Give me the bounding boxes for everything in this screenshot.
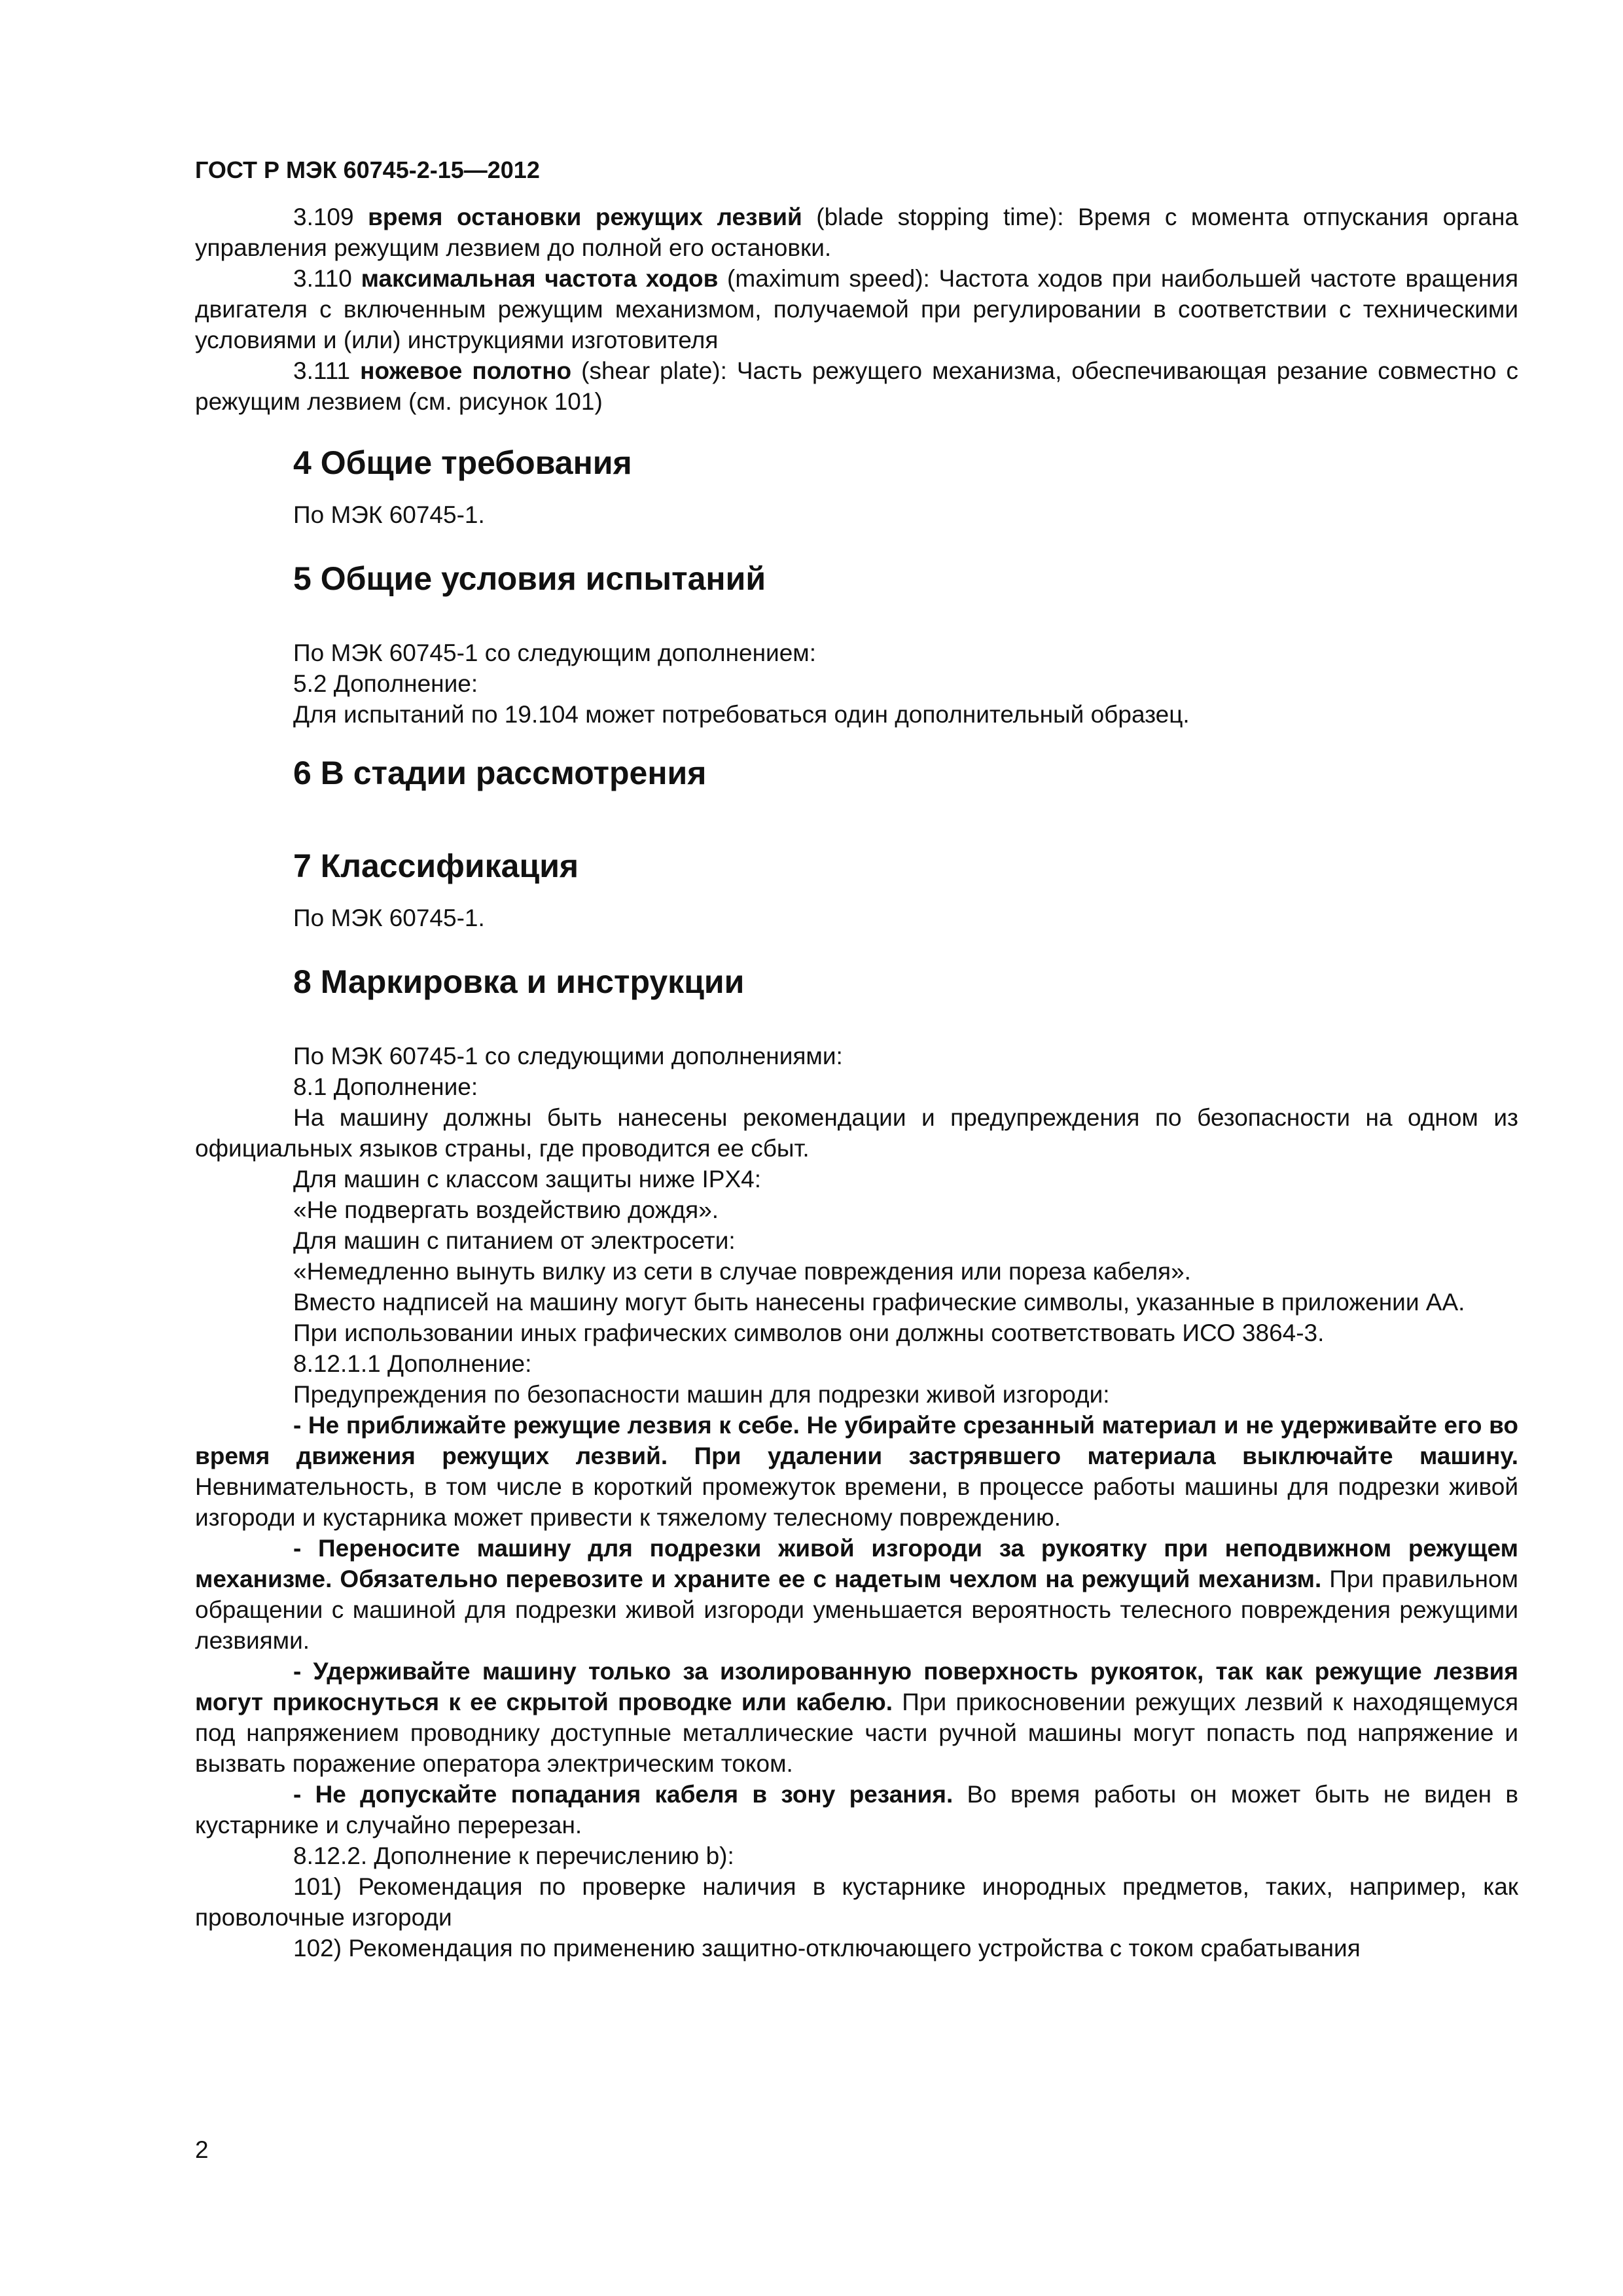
term-3-111 — [195, 355, 1518, 417]
section-5-2-label: 5.2 Дополнение: — [293, 670, 478, 697]
warning-text: При прикосновении режущих лезвий к находящемуся под напряжением проводнику доступные металлические части ручной машины могут попасть под напряжение и вызвать поражение оператора электрическим током. — [195, 1689, 1519, 1777]
section-6-heading: 6 В стадии рассмотрения — [293, 755, 707, 791]
paragraph: Предупреждения по безопасности машин для подрезки живой изгороди: — [293, 1381, 1110, 1408]
quoted-instruction: «Не подвергать воздействию дождя». — [293, 1196, 719, 1223]
section-5-heading: 5 Общие условия испытаний — [293, 560, 766, 597]
paragraph: Для машин с классом защиты ниже IPX4: — [293, 1166, 761, 1193]
page-content — [195, 202, 1518, 1964]
list-item: 102) Рекомендация по применению защитно-отключающего устройства с током срабатывания — [293, 1935, 1361, 1962]
section-7-text: По МЭК 60745-1. — [293, 905, 485, 931]
term-number: 3.110 — [293, 265, 352, 292]
term-name: максимальная частота ходов — [361, 265, 719, 292]
term-3-110 — [195, 263, 1518, 355]
paragraph: При использовании иных графических символов они должны соответствовать ИСО 3864-3. — [293, 1319, 1325, 1346]
section-4-text: По МЭК 60745-1. — [293, 501, 485, 528]
section-4-heading: 4 Общие требования — [293, 444, 632, 481]
quoted-instruction: «Немедленно вынуть вилку из сети в случае повреждения или пореза кабеля». — [293, 1258, 1191, 1285]
safety-warning — [195, 1410, 1518, 1533]
term-definition: (maximum speed): Частота ходов при наибольшей частоте вращения двигателя с включенным режущим механизмом, получаемой при регулировании в соответствии с техническими условиями и (или) инструкциями изготовителя — [195, 265, 1518, 353]
safety-warning — [195, 1656, 1518, 1779]
paragraph: На машину должны быть нанесены рекомендации и предупреждения по безопасности на одном из официальных языков страны, где проводится ее сбыт. — [195, 1104, 1518, 1162]
warning-bold-text: - Не допускайте попадания кабеля в зону резания. — [293, 1781, 954, 1808]
warning-bold-text: - Удерживайте машину только за изолированную поверхность рукояток, так как режущие лезвия могут прикоснуться к ее скрытой проводке или кабелю. — [195, 1658, 1518, 1715]
safety-warning — [195, 1533, 1518, 1656]
section-8-1-label: 8.1 Дополнение: — [293, 1073, 478, 1100]
section-8-heading: 8 Маркировка и инструкции — [293, 963, 745, 1000]
term-definition: (blade stopping time): Время с момента отпускания органа управления режущим лезвием до полной его остановки. — [195, 204, 1518, 261]
warning-bold-text: - Переносите машину для подрезки живой изгороди за рукоятку при неподвижном режущем механизме. Обязательно перевозите и храните ее с надетым чехлом на режущий механизм. — [195, 1535, 1518, 1592]
paragraph: Для машин с питанием от электросети: — [293, 1227, 736, 1254]
safety-warning — [195, 1779, 1518, 1840]
document-code-header: ГОСТ Р МЭК 60745-2-15—2012 — [195, 156, 540, 183]
warning-text: Во время работы он может быть не виден в кустарнике и случайно перерезан. — [195, 1781, 1518, 1839]
section-8-12-1-1-label: 8.12.1.1 Дополнение: — [293, 1350, 532, 1377]
warning-bold-text: - Не приближайте режущие лезвия к себе. Не убирайте срезанный материал и не удерживайте его во время движения режущих лезвий. При удалении застрявшего материала выключайте машину. — [195, 1412, 1518, 1469]
section-8-12-2-label: 8.12.2. Дополнение к перечислению b): — [293, 1842, 734, 1869]
term-definition: (shear plate): Часть режущего механизма, обеспечивающая резание совместно с режущим лезвием (см. рисунок 101) — [195, 357, 1519, 415]
warning-text: При правильном обращении с машиной для подрезки живой изгороди уменьшается вероятность телесного повреждения режущими лезвиями. — [195, 1566, 1518, 1654]
term-name: время остановки режущих лезвий — [368, 204, 802, 230]
section-7-heading: 7 Классификация — [293, 848, 579, 884]
list-item: 101) Рекомендация по проверке наличия в кустарнике инородных предметов, таких, например, как проволочные изгороди — [195, 1873, 1518, 1931]
term-number: 3.111 — [293, 357, 351, 384]
section-5-2-text: Для испытаний по 19.104 может потребоваться один дополнительный образец. — [293, 701, 1190, 728]
page-number: 2 — [195, 2136, 209, 2163]
warning-text: Невнимательность, в том числе в короткий промежуток времени, в процессе работы машины для подрезки живой изгороди и кустарника может привести к тяжелому телесному повреждению. — [195, 1473, 1518, 1531]
term-number: 3.109 — [293, 204, 354, 230]
paragraph: Вместо надписей на машину могут быть нанесены графические символы, указанные в приложении АА. — [293, 1289, 1465, 1316]
section-8-intro: По МЭК 60745-1 со следующими дополнениями: — [293, 1043, 843, 1069]
term-name: ножевое полотно — [360, 357, 572, 384]
section-5-intro: По МЭК 60745-1 со следующим дополнением: — [293, 639, 817, 666]
term-3-109 — [195, 202, 1518, 263]
